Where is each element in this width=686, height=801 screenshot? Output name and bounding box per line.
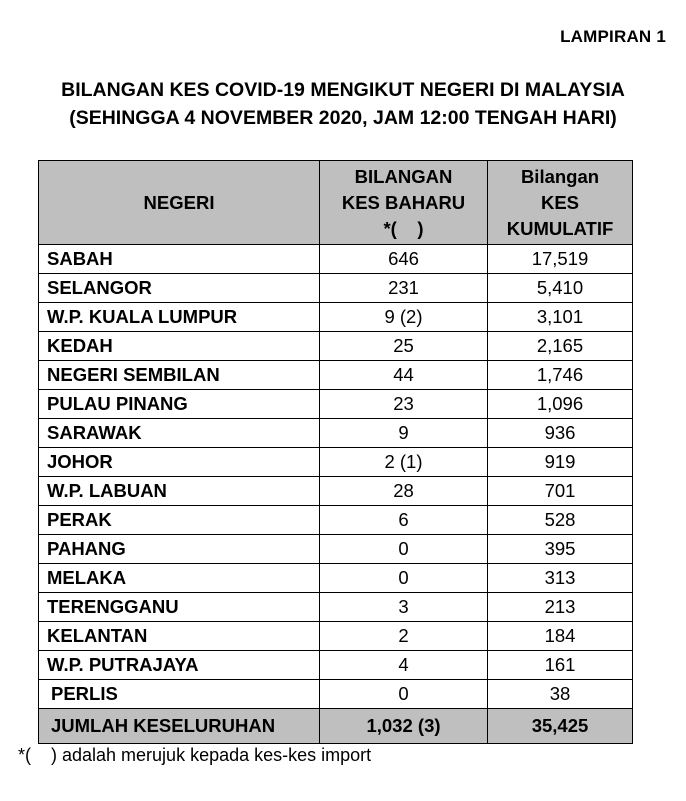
cumulative-cases-cell: 1,096 xyxy=(488,390,633,419)
state-cell: PERLIS xyxy=(39,680,320,709)
state-cell: PAHANG xyxy=(39,535,320,564)
table-row xyxy=(39,361,633,390)
state-cell: KELANTAN xyxy=(39,622,320,651)
new-cases-cell: 0 xyxy=(320,535,488,564)
header-new-cases-line1: BILANGAN xyxy=(354,165,453,187)
state-cell: W.P. LABUAN xyxy=(39,477,320,506)
header-state-label: NEGERI xyxy=(143,191,215,213)
table-row xyxy=(39,419,633,448)
cumulative-cases-cell: 395 xyxy=(488,535,633,564)
cumulative-cases-cell: 313 xyxy=(488,564,633,593)
cumulative-cases-cell: 701 xyxy=(488,477,633,506)
table-row xyxy=(39,535,633,564)
total-new-cases: 1,032 (3) xyxy=(320,709,488,744)
state-cell: SABAH xyxy=(39,245,320,274)
table-row xyxy=(39,245,633,274)
cumulative-cases-cell: 213 xyxy=(488,593,633,622)
new-cases-cell: 0 xyxy=(320,564,488,593)
table-row xyxy=(39,593,633,622)
cumulative-cases-cell: 184 xyxy=(488,622,633,651)
new-cases-cell: 646 xyxy=(320,245,488,274)
header-state xyxy=(39,161,320,245)
table-row xyxy=(39,564,633,593)
state-cell: MELAKA xyxy=(39,564,320,593)
state-cell: TERENGGANU xyxy=(39,593,320,622)
table-row xyxy=(39,332,633,361)
covid-cases-table xyxy=(38,160,633,744)
table-row xyxy=(39,477,633,506)
appendix-label: LAMPIRAN 1 xyxy=(560,27,666,46)
new-cases-cell: 4 xyxy=(320,651,488,680)
cumulative-cases-cell: 3,101 xyxy=(488,303,633,332)
state-cell: SELANGOR xyxy=(39,274,320,303)
document-title-line2: (SEHINGGA 4 NOVEMBER 2020, JAM 12:00 TENGAH HARI) xyxy=(69,107,617,129)
cumulative-cases-cell: 528 xyxy=(488,506,633,535)
table-header xyxy=(39,161,633,245)
state-cell: KEDAH xyxy=(39,332,320,361)
header-new-cases-line2: KES BAHARU xyxy=(341,191,466,213)
cumulative-cases-cell: 2,165 xyxy=(488,332,633,361)
header-new-cases xyxy=(320,161,488,245)
table-row xyxy=(39,274,633,303)
state-cell: W.P. PUTRAJAYA xyxy=(39,651,320,680)
new-cases-cell: 9 xyxy=(320,419,488,448)
new-cases-cell: 28 xyxy=(320,477,488,506)
state-cell: SARAWAK xyxy=(39,419,320,448)
state-cell: PULAU PINANG xyxy=(39,390,320,419)
new-cases-cell: 0 xyxy=(320,680,488,709)
total-label: JUMLAH KESELURUHAN xyxy=(39,709,320,744)
new-cases-cell: 23 xyxy=(320,390,488,419)
table-row xyxy=(39,390,633,419)
total-cumulative-cases: 35,425 xyxy=(488,709,633,744)
cumulative-cases-cell: 936 xyxy=(488,419,633,448)
new-cases-cell: 9 (2) xyxy=(320,303,488,332)
header-cumulative-line2: KES xyxy=(540,191,580,213)
new-cases-cell: 2 (1) xyxy=(320,448,488,477)
state-cell: W.P. KUALA LUMPUR xyxy=(39,303,320,332)
table-body xyxy=(39,245,633,709)
header-cumulative-line3: KUMULATIF xyxy=(506,217,614,239)
new-cases-cell: 6 xyxy=(320,506,488,535)
footnote: *( ) adalah merujuk kepada kes-kes import xyxy=(18,745,372,765)
header-cumulative xyxy=(488,161,633,245)
table-row xyxy=(39,680,633,709)
new-cases-cell: 3 xyxy=(320,593,488,622)
total-row xyxy=(39,709,633,744)
table-row xyxy=(39,506,633,535)
header-cumulative-line1: Bilangan xyxy=(520,165,600,187)
cumulative-cases-cell: 5,410 xyxy=(488,274,633,303)
header-new-cases-line3: *( ) xyxy=(383,217,424,239)
header-row xyxy=(39,161,633,245)
cumulative-cases-cell: 161 xyxy=(488,651,633,680)
new-cases-cell: 44 xyxy=(320,361,488,390)
new-cases-cell: 231 xyxy=(320,274,488,303)
cumulative-cases-cell: 17,519 xyxy=(488,245,633,274)
cumulative-cases-cell: 919 xyxy=(488,448,633,477)
new-cases-cell: 2 xyxy=(320,622,488,651)
table-row xyxy=(39,651,633,680)
document-title-line1: BILANGAN KES COVID-19 MENGIKUT NEGERI DI MALAYSIA xyxy=(61,79,625,101)
cumulative-cases-cell: 38 xyxy=(488,680,633,709)
cumulative-cases-cell: 1,746 xyxy=(488,361,633,390)
state-cell: NEGERI SEMBILAN xyxy=(39,361,320,390)
state-cell: PERAK xyxy=(39,506,320,535)
table-footer xyxy=(39,709,633,744)
state-cell: JOHOR xyxy=(39,448,320,477)
table-row xyxy=(39,448,633,477)
new-cases-cell: 25 xyxy=(320,332,488,361)
table-row xyxy=(39,622,633,651)
table-row xyxy=(39,303,633,332)
